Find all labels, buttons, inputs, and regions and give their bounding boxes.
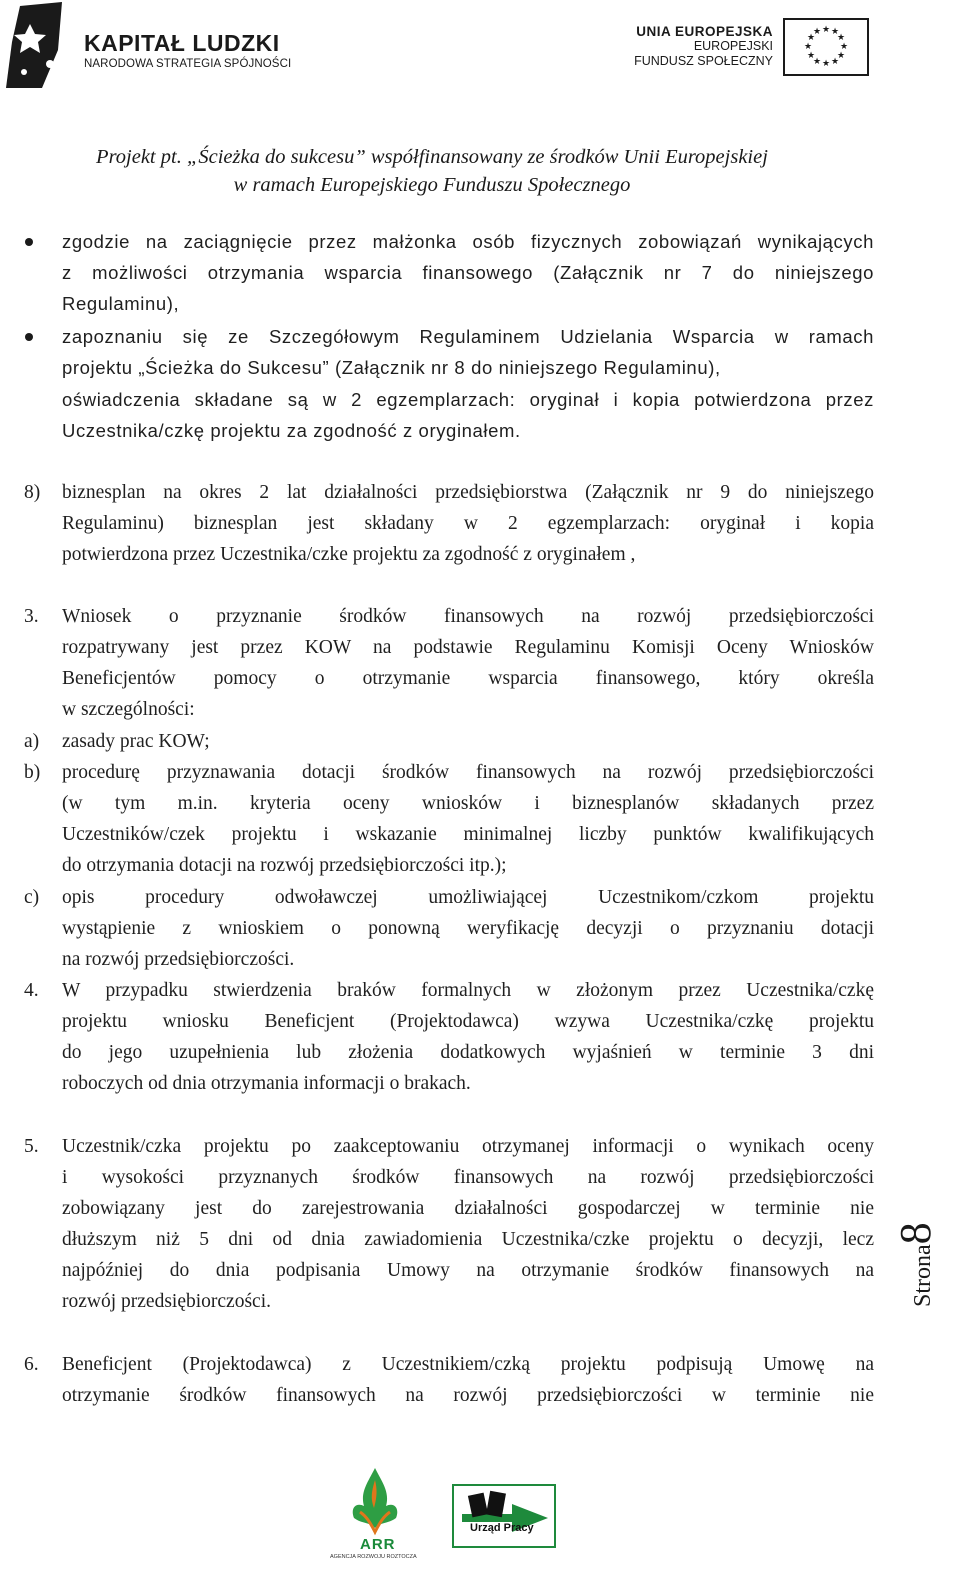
section-3-marker: 3. — [24, 606, 39, 627]
svg-text:★: ★ — [812, 57, 822, 67]
page-number-label: Strona — [910, 1244, 936, 1307]
bullet-2-line-3: oświadczenia składane są w 2 egzemplarzach: oryginał i kopia potwierdzona przez — [62, 389, 874, 410]
section-3-line-1: Wniosek o przyznanie środków finansowych na rozwój przedsiębiorczości — [62, 606, 874, 627]
section-3b-marker: b) — [24, 762, 41, 783]
bullet-dot — [25, 238, 33, 246]
project-title-line-1: Projekt pt. „Ścieżka do sukcesu” współfinansowany ze środków Unii Europejskiej — [96, 146, 768, 168]
kapital-ludzki-subtitle: NARODOWA STRATEGIA SPÓJNOŚCI — [84, 58, 292, 70]
arr-subtitle: AGENCJA ROZWOJU ROZTOCZA — [330, 1554, 417, 1560]
svg-text:★: ★ — [836, 51, 846, 61]
section-3a-marker: a) — [24, 731, 40, 752]
eu-line-1: UNIA EUROPEJSKA — [636, 24, 773, 39]
bullet-1-line-1: zgodzie na zaciągnięcie przez małżonka osób fizycznych zobowiązań wynikających — [62, 231, 874, 252]
page-number — [890, 1215, 960, 1315]
bullet-2-line-4: Uczestnika/czkę projektu za zgodność z oryginałem. — [62, 420, 521, 441]
section-4-line-3: do jego uzupełnienia lub złożenia dodatkowych wyjaśnień w terminie 3 dni — [62, 1042, 874, 1063]
svg-text:★: ★ — [839, 42, 849, 52]
section-3b-line-4: do otrzymania dotacji na rozwój przedsiębiorczości itp.); — [62, 855, 507, 876]
section-3a-line-1: zasady prac KOW; — [62, 731, 210, 752]
arr-name: ARR — [360, 1536, 396, 1553]
svg-text:★: ★ — [803, 42, 813, 52]
item-8-line-3: potwierdzona przez Uczestnika/czke projektu za zgodność z oryginałem , — [62, 544, 636, 565]
section-6-line-1: Beneficjent (Projektodawca) z Uczestnikiem/czką projektu podpisują Umowę na — [62, 1354, 874, 1375]
section-5-line-4: dłuższym niż 5 dni od dnia zawiadomienia Uczestnika/czke projektu o decyzji, lecz — [62, 1229, 874, 1250]
page-number-value: 8 — [891, 1222, 940, 1245]
item-8-marker: 8) — [24, 482, 41, 503]
eu-flag-icon — [783, 18, 869, 76]
eu-logo-text — [634, 24, 773, 69]
section-3-line-3: Beneficjentów pomocy o otrzymanie wsparcia finansowego, który określa — [62, 668, 874, 689]
section-5-line-3: zobowiązany jest do zarejestrowania działalności gospodarczej w terminie nie — [62, 1198, 874, 1219]
bullet-1-line-3: Regulaminu), — [62, 293, 180, 314]
svg-text:★: ★ — [806, 51, 816, 61]
urzad-pracy-logo-icon — [452, 1484, 556, 1548]
section-3-line-2: rozpatrywany jest przez KOW na podstawie Regulaminu Komisji Oceny Wniosków — [62, 637, 874, 658]
svg-text:★: ★ — [806, 33, 816, 43]
section-6-marker: 6. — [24, 1354, 39, 1375]
bullet-2-line-1: zapoznaniu się ze Szczegółowym Regulaminem Udzielania Wsparcia w ramach — [62, 326, 874, 347]
section-5-marker: 5. — [24, 1136, 39, 1157]
eu-line-3: FUNDUSZ SPOŁECZNY — [634, 54, 773, 68]
section-5-line-2: i wysokości przyznanych środków finansowych na rozwój przedsiębiorczości — [62, 1167, 874, 1188]
item-8-line-1: biznesplan na okres 2 lat działalności przedsiębiorstwa (Załącznik nr 9 do niniejszego — [62, 482, 874, 503]
svg-text:★: ★ — [821, 25, 831, 35]
bullet-dot — [25, 333, 33, 341]
section-6-line-2: otrzymanie środków finansowych na rozwój przedsiębiorczości w terminie nie — [62, 1385, 874, 1406]
bullet-1-line-2: z możliwości otrzymania wsparcia finansowego (Załącznik nr 7 do niniejszego — [62, 262, 874, 283]
section-3-line-4: w szczególności: — [62, 699, 195, 720]
svg-text:★: ★ — [821, 59, 831, 69]
eu-line-2: EUROPEJSKI — [693, 39, 773, 53]
section-4-line-4: roboczych od dnia otrzymania informacji o brakach. — [62, 1073, 471, 1094]
section-3b-line-3: Uczestników/czek projektu i wskazanie minimalnej liczby punktów kwalifikujących — [62, 824, 874, 845]
section-4-line-1: W przypadku stwierdzenia braków formalnych w złożonym przez Uczestnika/czkę — [62, 980, 874, 1001]
section-5-line-1: Uczestnik/czka projektu po zaakceptowaniu otrzymanej informacji o wynikach oceny — [62, 1136, 874, 1157]
bullet-2-line-2: projektu „Ścieżka do Sukcesu” (Załącznik nr 8 do niniejszego Regulaminu), — [62, 357, 721, 378]
section-4-line-2: projektu wniosku Beneficjent (Projektodawca) wzywa Uczestnika/czkę projektu — [62, 1011, 874, 1032]
svg-text:★: ★ — [836, 33, 846, 43]
svg-text:★: ★ — [830, 27, 840, 37]
section-3c-marker: c) — [24, 887, 40, 908]
kapital-ludzki-emblem-icon — [2, 2, 66, 88]
section-3c-line-1: opis procedury odwoławczej umożliwiającej Uczestnikom/czkom projektu — [62, 887, 874, 908]
section-5-line-6: rozwój przedsiębiorczości. — [62, 1291, 271, 1312]
section-3c-line-2: wystąpienie z wnioskiem o ponowną weryfikację decyzji o przyznaniu dotacji — [62, 918, 874, 939]
svg-text:★: ★ — [830, 57, 840, 67]
section-4-marker: 4. — [24, 980, 39, 1001]
section-3b-line-1: procedurę przyznawania dotacji środków finansowych na rozwój przedsiębiorczości — [62, 762, 874, 783]
kapital-ludzki-logo — [0, 0, 300, 92]
section-3b-line-2: (w tym m.in. kryteria oceny wniosków i biznesplanów składanych przez — [62, 793, 874, 814]
section-5-line-5: najpóźniej do dnia podpisania Umowy na otrzymanie środków finansowych na — [62, 1260, 874, 1281]
section-3c-line-3: na rozwój przedsiębiorczości. — [62, 949, 295, 970]
svg-text:★: ★ — [812, 27, 822, 37]
kapital-ludzki-title: KAPITAŁ LUDZKI — [84, 30, 280, 56]
item-8-line-2: Regulaminu) biznesplan jest składany w 2 egzemplarzach: oryginał i kopia — [62, 513, 874, 534]
project-title-line-2: w ramach Europejskiego Funduszu Społecznego — [233, 174, 631, 196]
urzad-pracy-label: Urząd Pracy — [470, 1522, 534, 1534]
eu-logo — [628, 14, 873, 78]
